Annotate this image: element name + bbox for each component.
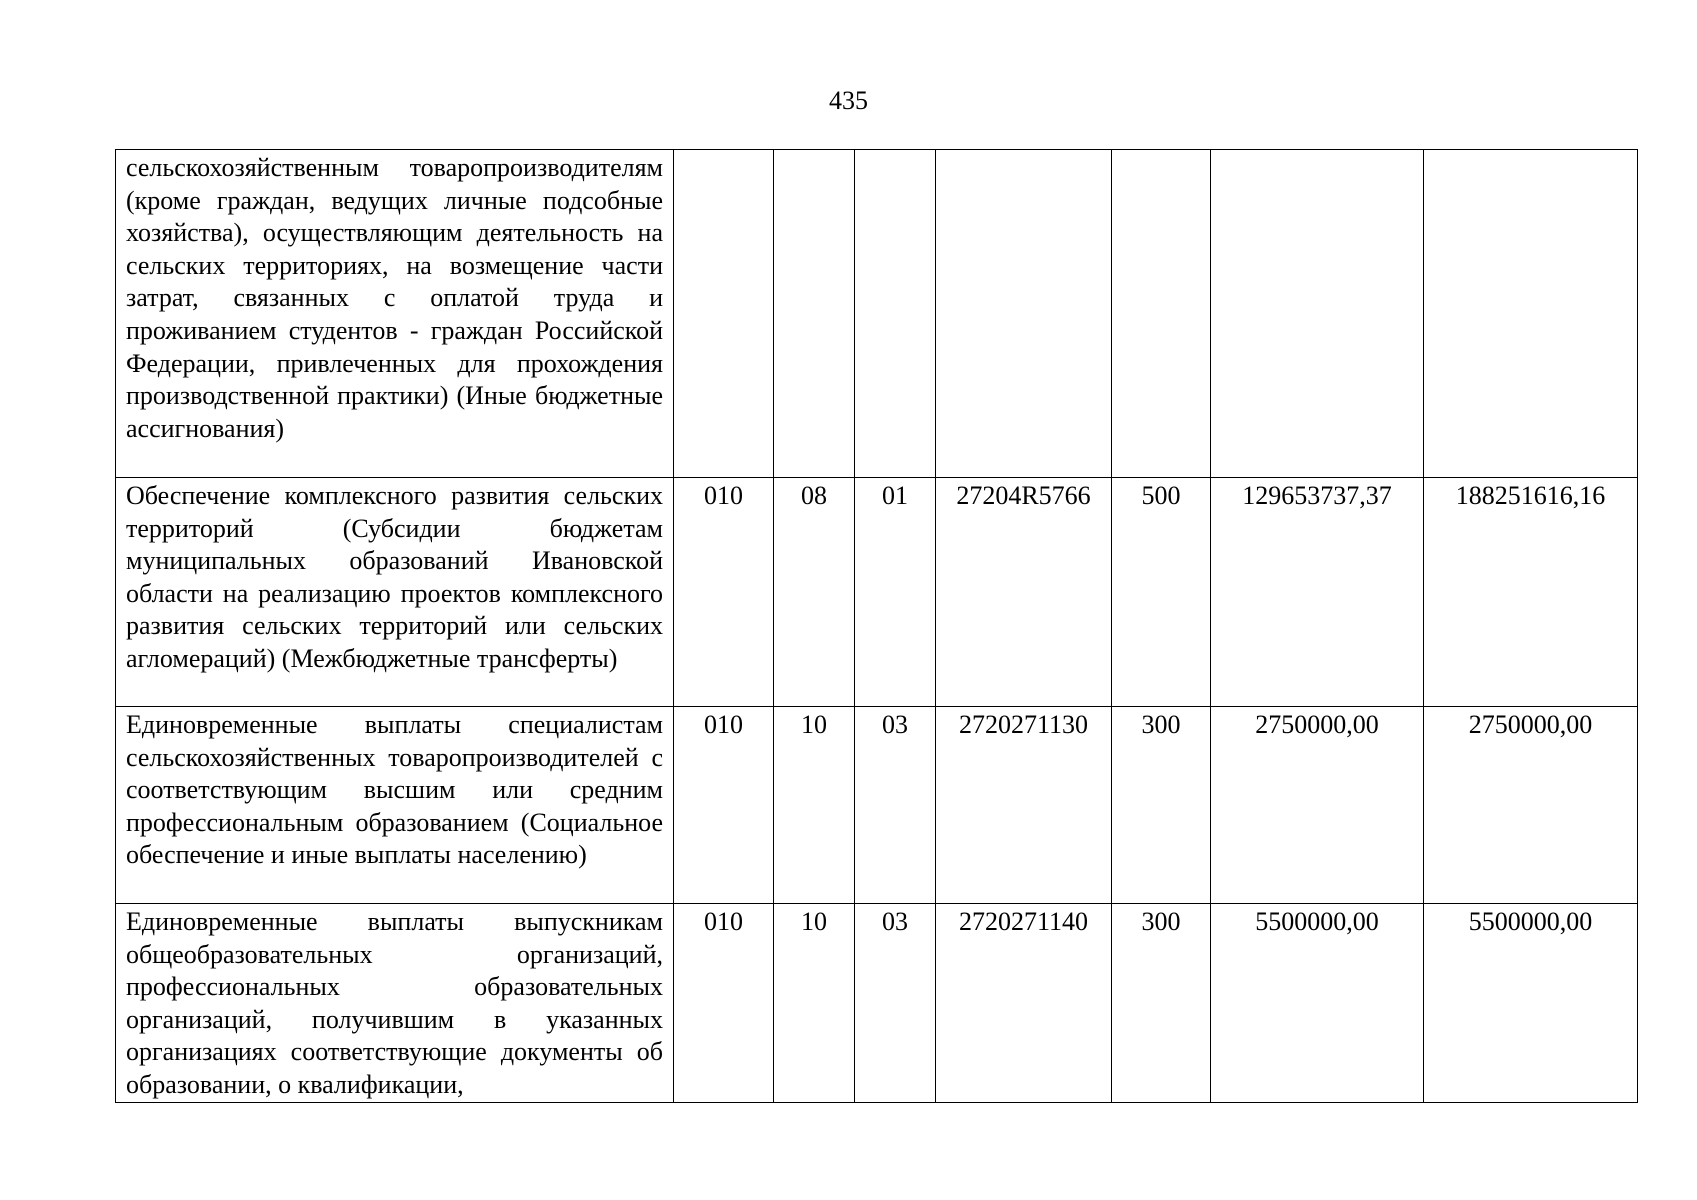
section-code: 10 bbox=[774, 707, 855, 904]
amount-year1: 2750000,00 bbox=[1211, 707, 1424, 904]
target-article-code bbox=[936, 150, 1112, 478]
subsection-code: 01 bbox=[855, 478, 936, 707]
expense-description: Единовременные выплаты специалистам сельскохозяйственных товаропроизводителей с соответствующим высшим или средним профессиональным образованием (Социальное обеспечение и иные выплаты населению) bbox=[116, 707, 674, 904]
page-number: 435 bbox=[829, 86, 868, 115]
expense-type-code bbox=[1112, 150, 1211, 478]
amount-year1: 5500000,00 bbox=[1211, 904, 1424, 1103]
target-article-code: 27204R5766 bbox=[936, 478, 1112, 707]
ministry-code: 010 bbox=[674, 707, 774, 904]
ministry-code: 010 bbox=[674, 904, 774, 1103]
budget-table bbox=[115, 149, 1638, 1103]
table-row bbox=[116, 707, 1638, 904]
table-row bbox=[116, 478, 1638, 707]
section-code bbox=[774, 150, 855, 478]
table-row bbox=[116, 150, 1638, 478]
target-article-code: 2720271140 bbox=[936, 904, 1112, 1103]
amount-year2 bbox=[1424, 150, 1638, 478]
amount-year2: 5500000,00 bbox=[1424, 904, 1638, 1103]
amount-year1 bbox=[1211, 150, 1424, 478]
amount-year1: 129653737,37 bbox=[1211, 478, 1424, 707]
expense-description: Обеспечение комплексного развития сельских территорий (Субсидии бюджетам муниципальных образований Ивановской области на реализацию проектов комплексного развития сельских территорий или сельских агломераций) (Межбюджетные трансферты) bbox=[116, 478, 674, 707]
subsection-code bbox=[855, 150, 936, 478]
expense-description: Единовременные выплаты выпускникам общеобразовательных организаций, профессиональных образовательных организаций, получившим в указанных организациях соответствующие документы об образовании, о квалификации, bbox=[116, 904, 674, 1103]
expense-type-code: 300 bbox=[1112, 707, 1211, 904]
table-row bbox=[116, 904, 1638, 1103]
subsection-code: 03 bbox=[855, 707, 936, 904]
section-code: 08 bbox=[774, 478, 855, 707]
amount-year2: 2750000,00 bbox=[1424, 707, 1638, 904]
section-code: 10 bbox=[774, 904, 855, 1103]
ministry-code bbox=[674, 150, 774, 478]
expense-type-code: 500 bbox=[1112, 478, 1211, 707]
amount-year2: 188251616,16 bbox=[1424, 478, 1638, 707]
expense-type-code: 300 bbox=[1112, 904, 1211, 1103]
expense-description: сельскохозяйственным товаропроизводителям (кроме граждан, ведущих личные подсобные хозяйства), осуществляющим деятельность на сельских территориях, на возмещение части затрат, связанных с оплатой труда и проживанием студентов - граждан Российской Федерации, привлеченных для прохождения производственной практики) (Иные бюджетные ассигнования) bbox=[116, 150, 674, 478]
target-article-code: 2720271130 bbox=[936, 707, 1112, 904]
subsection-code: 03 bbox=[855, 904, 936, 1103]
ministry-code: 010 bbox=[674, 478, 774, 707]
